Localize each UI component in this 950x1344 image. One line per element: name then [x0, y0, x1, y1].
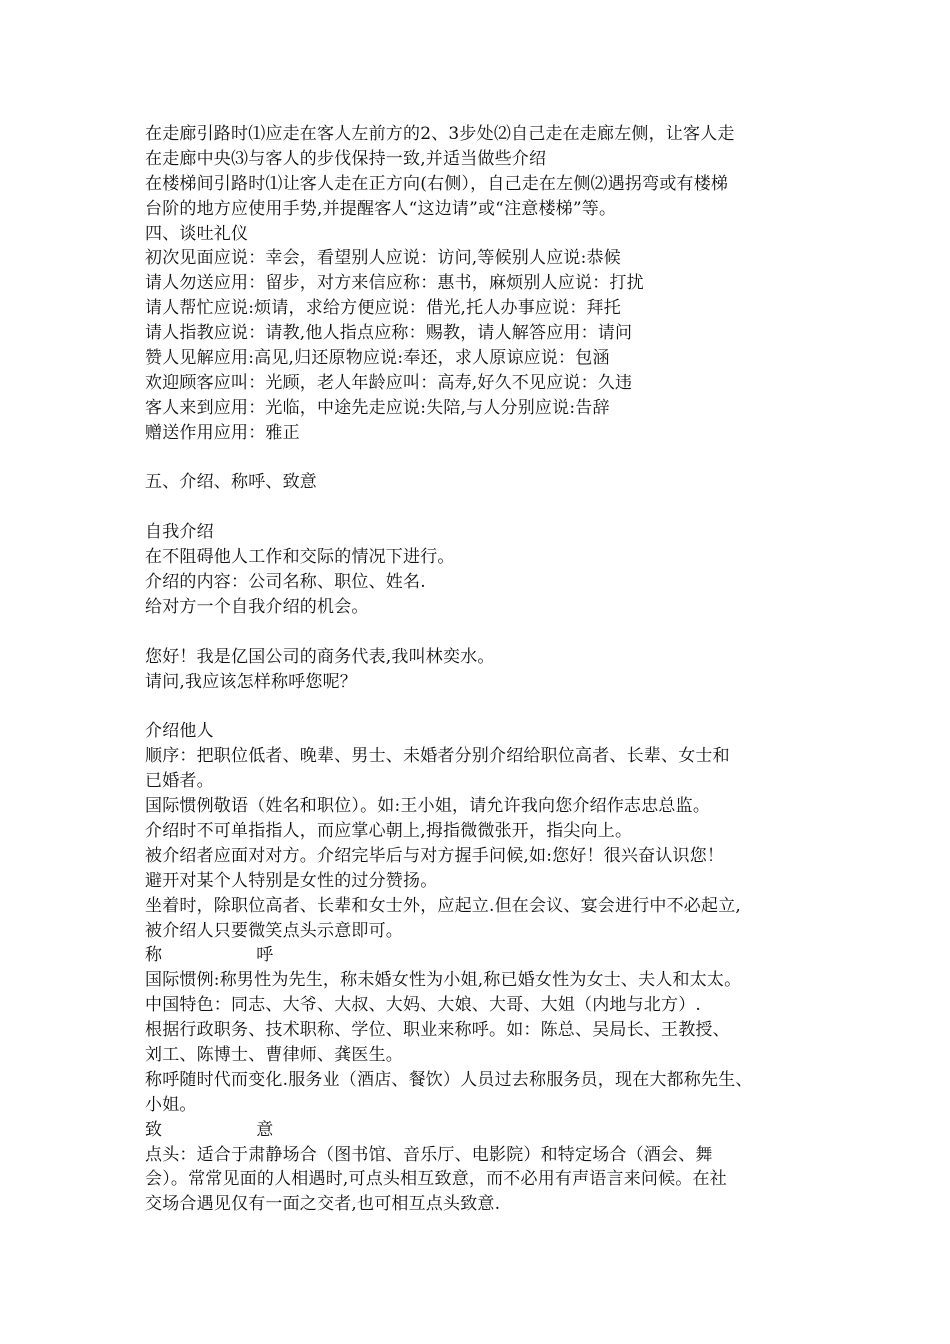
text-line: 交场合遇见仅有一面之交者,也可相互点头致意.	[145, 1194, 501, 1215]
subsection-heading: 介绍他人	[145, 721, 214, 742]
text-line: 点头：适合于肃静场合（图书馆、音乐厅、电影院）和特定场合（酒会、舞	[145, 1144, 713, 1165]
text-line: 在不阻碍他人工作和交际的情况下进行。	[145, 547, 455, 568]
text-line: 国际惯例敬语（姓名和职位）。如:王小姐，请允许我向您介绍作志忠总监。	[145, 796, 711, 817]
text-line: 会）。常常见面的人相遇时,可点头相互致意，而不必用有声语言来问候。在社	[145, 1169, 727, 1190]
blank-line	[145, 694, 825, 719]
text-line: 给对方一个自我介绍的机会。	[145, 596, 369, 617]
blank-line	[145, 446, 825, 471]
text-line: 介绍的内容：公司名称、职位、姓名.	[145, 572, 426, 593]
text-line: 请人勿送应用：留步，对方来信应称：惠书，麻烦别人应说：打扰	[145, 273, 644, 294]
text-line: 在走廊中央⑶与客人的步伐保持一致,并适当做些介绍	[145, 148, 547, 169]
text-line: 在楼梯间引路时⑴让客人走在正方向(右侧），自己走在左侧⑵遇拐弯或有楼梯	[145, 173, 729, 194]
text-line: 称呼随时代而变化.服务业（酒店、餐饮）人员过去称服务员，现在大都称先生、	[145, 1069, 753, 1090]
text-line: 客人来到应用：光临，中途先走应说:失陪,与人分别应说:告辞	[145, 397, 610, 418]
text-line: 小姐。	[145, 1094, 197, 1115]
text-line: 欢迎顾客应叫：光顾，老人年龄应叫：高寿,好久不见应说：久违	[145, 372, 633, 393]
text-line: 赠送作用应用：雅正	[145, 422, 300, 443]
blank-line	[145, 620, 825, 645]
heading-char: 意	[256, 1119, 274, 1140]
text-line: 初次见面应说：幸会，看望别人应说：访问,等候别人应说:恭候	[145, 248, 621, 269]
text-line: 避开对某个人特别是女性的过分赞扬。	[145, 870, 438, 891]
heading-char: 称	[145, 945, 163, 966]
text-line: 在走廊引路时⑴应走在客人左前方的2、3步处⑵自己走在走廊左侧，让客人走	[145, 124, 735, 144]
section-heading: 五、介绍、称呼、致意	[145, 472, 317, 493]
section-heading: 四、谈吐礼仪	[145, 223, 249, 244]
subsection-heading-call	[145, 943, 825, 968]
text-line: 请问,我应该怎样称呼您呢？	[145, 671, 358, 692]
text-line: 赞人见解应用:高见,归还原物应说:奉还，求人原谅应说：包涵	[145, 348, 610, 369]
text-line: 被介绍者应面对对方。介绍完毕后与对方握手问候,如:您好！很兴奋认识您！	[145, 845, 725, 866]
text-line: 国际惯例:称男性为先生，称未婚女性为小姐,称已婚女性为女士、夫人和太太。	[145, 970, 742, 991]
subsection-heading: 自我介绍	[145, 522, 214, 543]
text-line: 中国特色：同志、大爷、大叔、大妈、大娘、大哥、大姐（内地与北方）.	[145, 995, 702, 1016]
text-line: 顺序：把职位低者、晚辈、男士、未婚者分别介绍给职位高者、长辈、女士和	[145, 746, 730, 767]
text-line: 您好！我是亿国公司的商务代表,我叫林奕水。	[145, 646, 495, 667]
text-line: 坐着时，除职位高者、长辈和女士外，应起立.但在会议、宴会进行中不必起立,	[145, 895, 742, 916]
document-body	[145, 122, 825, 1217]
blank-line	[145, 495, 825, 520]
text-line: 已婚者。	[145, 771, 214, 792]
text-line: 刘工、陈博士、曹律师、龚医生。	[145, 1044, 403, 1065]
heading-char: 呼	[256, 945, 274, 966]
text-line: 根据行政职务、技术职称、学位、职业来称呼。如：陈总、吴局长、王教授、	[145, 1020, 730, 1041]
subsection-heading-greet	[145, 1118, 825, 1143]
text-line: 介绍时不可单指指人，而应掌心朝上,拇指微微张开，指尖向上。	[145, 820, 633, 841]
text-line: 被介绍人只要微笑点头示意即可。	[145, 920, 403, 941]
text-line: 台阶的地方应使用手势,并提醒客人“这边请”或“注意楼梯”等。	[145, 198, 617, 219]
heading-char: 致	[145, 1119, 163, 1140]
text-line: 请人帮忙应说:烦请，求给方便应说：借光,托人办事应说：拜托	[145, 298, 621, 319]
text-line: 请人指教应说：请教,他人指点应称：赐教，请人解答应用：请问	[145, 323, 633, 344]
